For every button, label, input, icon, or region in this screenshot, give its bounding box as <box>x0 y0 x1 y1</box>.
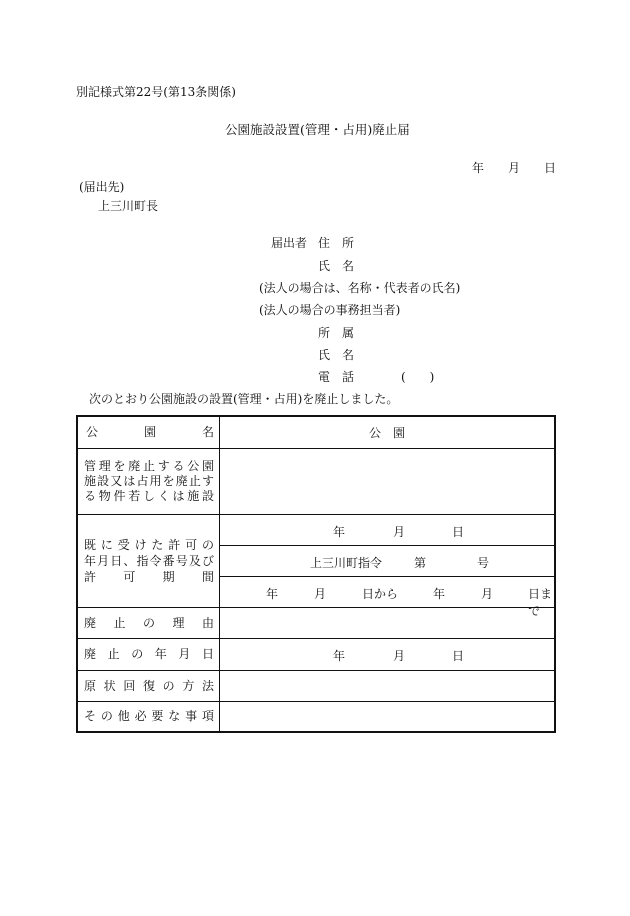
permit-order-prefix: 上三川町指令 <box>310 555 383 570</box>
applicant-label: 届出者 <box>271 236 308 250</box>
restore-label: 原状回復の方法 <box>84 678 214 693</box>
other-label: その他必要な事項 <box>84 709 214 724</box>
abolish-date-label-cell <box>77 638 220 670</box>
facility-label-line: る物件若しくは施設 <box>84 488 214 503</box>
submission-date <box>472 161 562 175</box>
facility-value-cell[interactable] <box>220 448 556 514</box>
permit-period-from: 日から <box>362 586 399 601</box>
dept-label: 所 属 <box>318 326 355 340</box>
permit-order-go: 号 <box>477 555 490 570</box>
permit-order-field[interactable] <box>220 546 554 577</box>
restore-label-cell <box>77 670 220 701</box>
permit-order-dai: 第 <box>414 555 427 570</box>
permit-label-line: 年月日、指令番号及び <box>84 553 214 568</box>
permit-period-year2: 年 <box>433 586 446 601</box>
row-reason <box>77 607 555 638</box>
park-value: 公 園 <box>368 425 405 440</box>
address-label: 住 所 <box>318 236 355 250</box>
date-year: 年 <box>472 161 485 175</box>
permit-label-line: 既に受けた許可の <box>84 537 214 552</box>
restore-value-cell[interactable] <box>220 670 556 701</box>
reason-label-cell <box>77 607 220 638</box>
permit-period-month1: 月 <box>314 586 327 601</box>
permit-date-month: 月 <box>393 524 406 539</box>
facility-label-cell <box>77 448 220 514</box>
reason-label: 廃止の理由 <box>84 615 214 630</box>
abolition-form-table <box>76 415 556 733</box>
reason-value-cell[interactable] <box>220 607 556 638</box>
abolish-date-cell[interactable] <box>220 638 556 670</box>
abolish-date-month: 月 <box>393 648 406 663</box>
permit-period-year1: 年 <box>266 586 279 601</box>
form-number: 別記様式第22号(第13条関係) <box>76 85 236 99</box>
permit-value-cell <box>220 514 556 618</box>
addressee: 上三川町長 <box>98 199 159 213</box>
name-label: 氏 名 <box>318 259 355 273</box>
permit-date-field[interactable] <box>220 515 554 546</box>
abolish-date-day: 日 <box>452 648 465 663</box>
date-month: 月 <box>508 161 521 175</box>
row-other <box>77 701 555 732</box>
submit-to-label: (届出先) <box>79 180 125 194</box>
permit-period-field[interactable] <box>220 577 554 618</box>
corp-staff-note: (法人の場合の事務担当者) <box>259 303 401 317</box>
permit-period-until: 日まで <box>528 586 553 618</box>
row-permit <box>77 514 555 607</box>
permit-date-day: 日 <box>452 524 465 539</box>
row-facility <box>77 448 555 514</box>
facility-label-line: 施設又は占用を廃止す <box>84 473 214 488</box>
statement: 次のとおり公園施設の設置(管理・占用)を廃止しました。 <box>89 392 399 406</box>
row-abolish-date <box>77 638 555 670</box>
permit-date-year: 年 <box>333 524 346 539</box>
permit-label-line: 許可期間 <box>84 569 214 584</box>
abolish-date-year: 年 <box>333 648 346 663</box>
phone-label: 電 話 <box>318 370 355 384</box>
facility-label-line: 管理を廃止する公園 <box>84 458 214 473</box>
park-name-label-cell <box>77 416 220 448</box>
other-value-cell[interactable] <box>220 701 556 732</box>
permit-label-cell <box>77 514 220 607</box>
date-day: 日 <box>544 161 557 175</box>
park-name-label: 公園名 <box>86 425 214 440</box>
phone-paren: ( ) <box>401 370 435 384</box>
staff-name-label: 氏 名 <box>318 348 355 362</box>
park-name-cell[interactable] <box>220 416 556 448</box>
row-park-name <box>77 416 555 448</box>
abolish-date-label: 廃止の年月日 <box>84 647 214 661</box>
corp-note: (法人の場合は、名称・代表者の氏名) <box>259 281 461 295</box>
other-label-cell <box>77 701 220 732</box>
page-title: 公園施設設置(管理・占用)廃止届 <box>225 122 410 137</box>
permit-period-month2: 月 <box>481 586 494 601</box>
row-restore <box>77 670 555 701</box>
